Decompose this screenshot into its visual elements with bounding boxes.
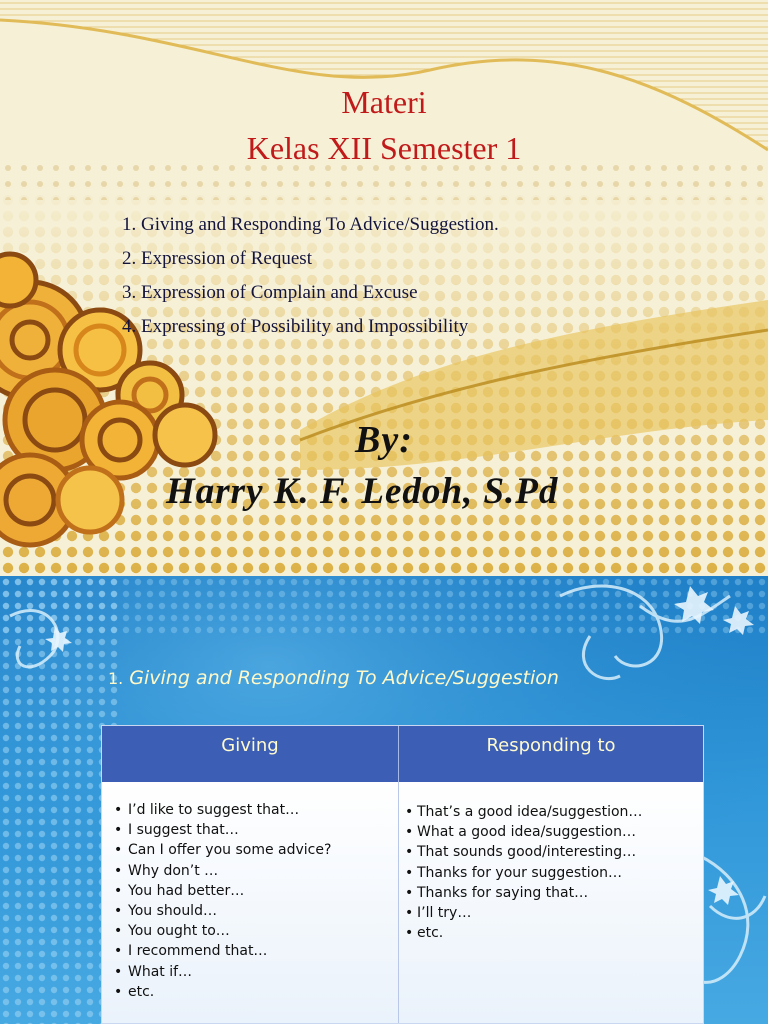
list-item: • You had better… [114, 882, 245, 899]
list-item: • Can I offer you some advice? [114, 842, 332, 859]
by-label: By: [355, 419, 413, 461]
slide-title-materi: Materi [341, 84, 427, 120]
list-item: • I recommend that… [114, 943, 268, 960]
section-title: Giving and Responding To Advice/Suggestion [129, 667, 559, 689]
list-item: • Thanks for your suggestion… [405, 864, 623, 881]
list-item: • You ought to… [114, 923, 230, 940]
author-name: Harry K. F. Ledoh, S.Pd [166, 471, 559, 512]
topic-item: 1. Giving and Responding To Advice/Suggestion. [122, 214, 499, 235]
section-number: 1. [108, 669, 124, 688]
list-item: • I suggest that… [114, 822, 239, 839]
topic-item: 4. Expressing of Possibility and Impossibility [122, 316, 469, 337]
giving-list [114, 800, 398, 1002]
advice-slide [0, 576, 768, 1024]
responding-list [405, 802, 703, 943]
giving-cell [102, 782, 399, 1023]
list-item: • Thanks for saying that… [405, 884, 589, 901]
advice-table [101, 725, 704, 1024]
responding-cell [399, 782, 703, 1023]
list-item: • You should… [114, 903, 217, 920]
column-header-giving: Giving [102, 726, 399, 782]
list-item: • I’d like to suggest that… [114, 802, 300, 818]
topic-item: 3. Expression of Complain and Excuse [122, 282, 418, 303]
topic-item: 2. Expression of Request [122, 248, 312, 269]
slide-title-class: Kelas XII Semester 1 [246, 130, 522, 166]
list-item: • Why don’t … [114, 862, 219, 879]
list-item: • What if… [114, 963, 193, 980]
list-item: • etc. [114, 983, 155, 1000]
table-header-row [102, 726, 703, 782]
list-item: • etc. [405, 925, 444, 942]
section-heading [108, 667, 559, 689]
list-item: • That sounds good/interesting… [405, 844, 637, 861]
table-body-row [102, 782, 703, 1023]
list-item: • What a good idea/suggestion… [405, 824, 636, 841]
topic-list [122, 208, 499, 344]
list-item: • That’s a good idea/suggestion… [405, 804, 643, 820]
list-item: • I’ll try… [405, 905, 472, 922]
column-header-responding: Responding to [486, 735, 616, 756]
